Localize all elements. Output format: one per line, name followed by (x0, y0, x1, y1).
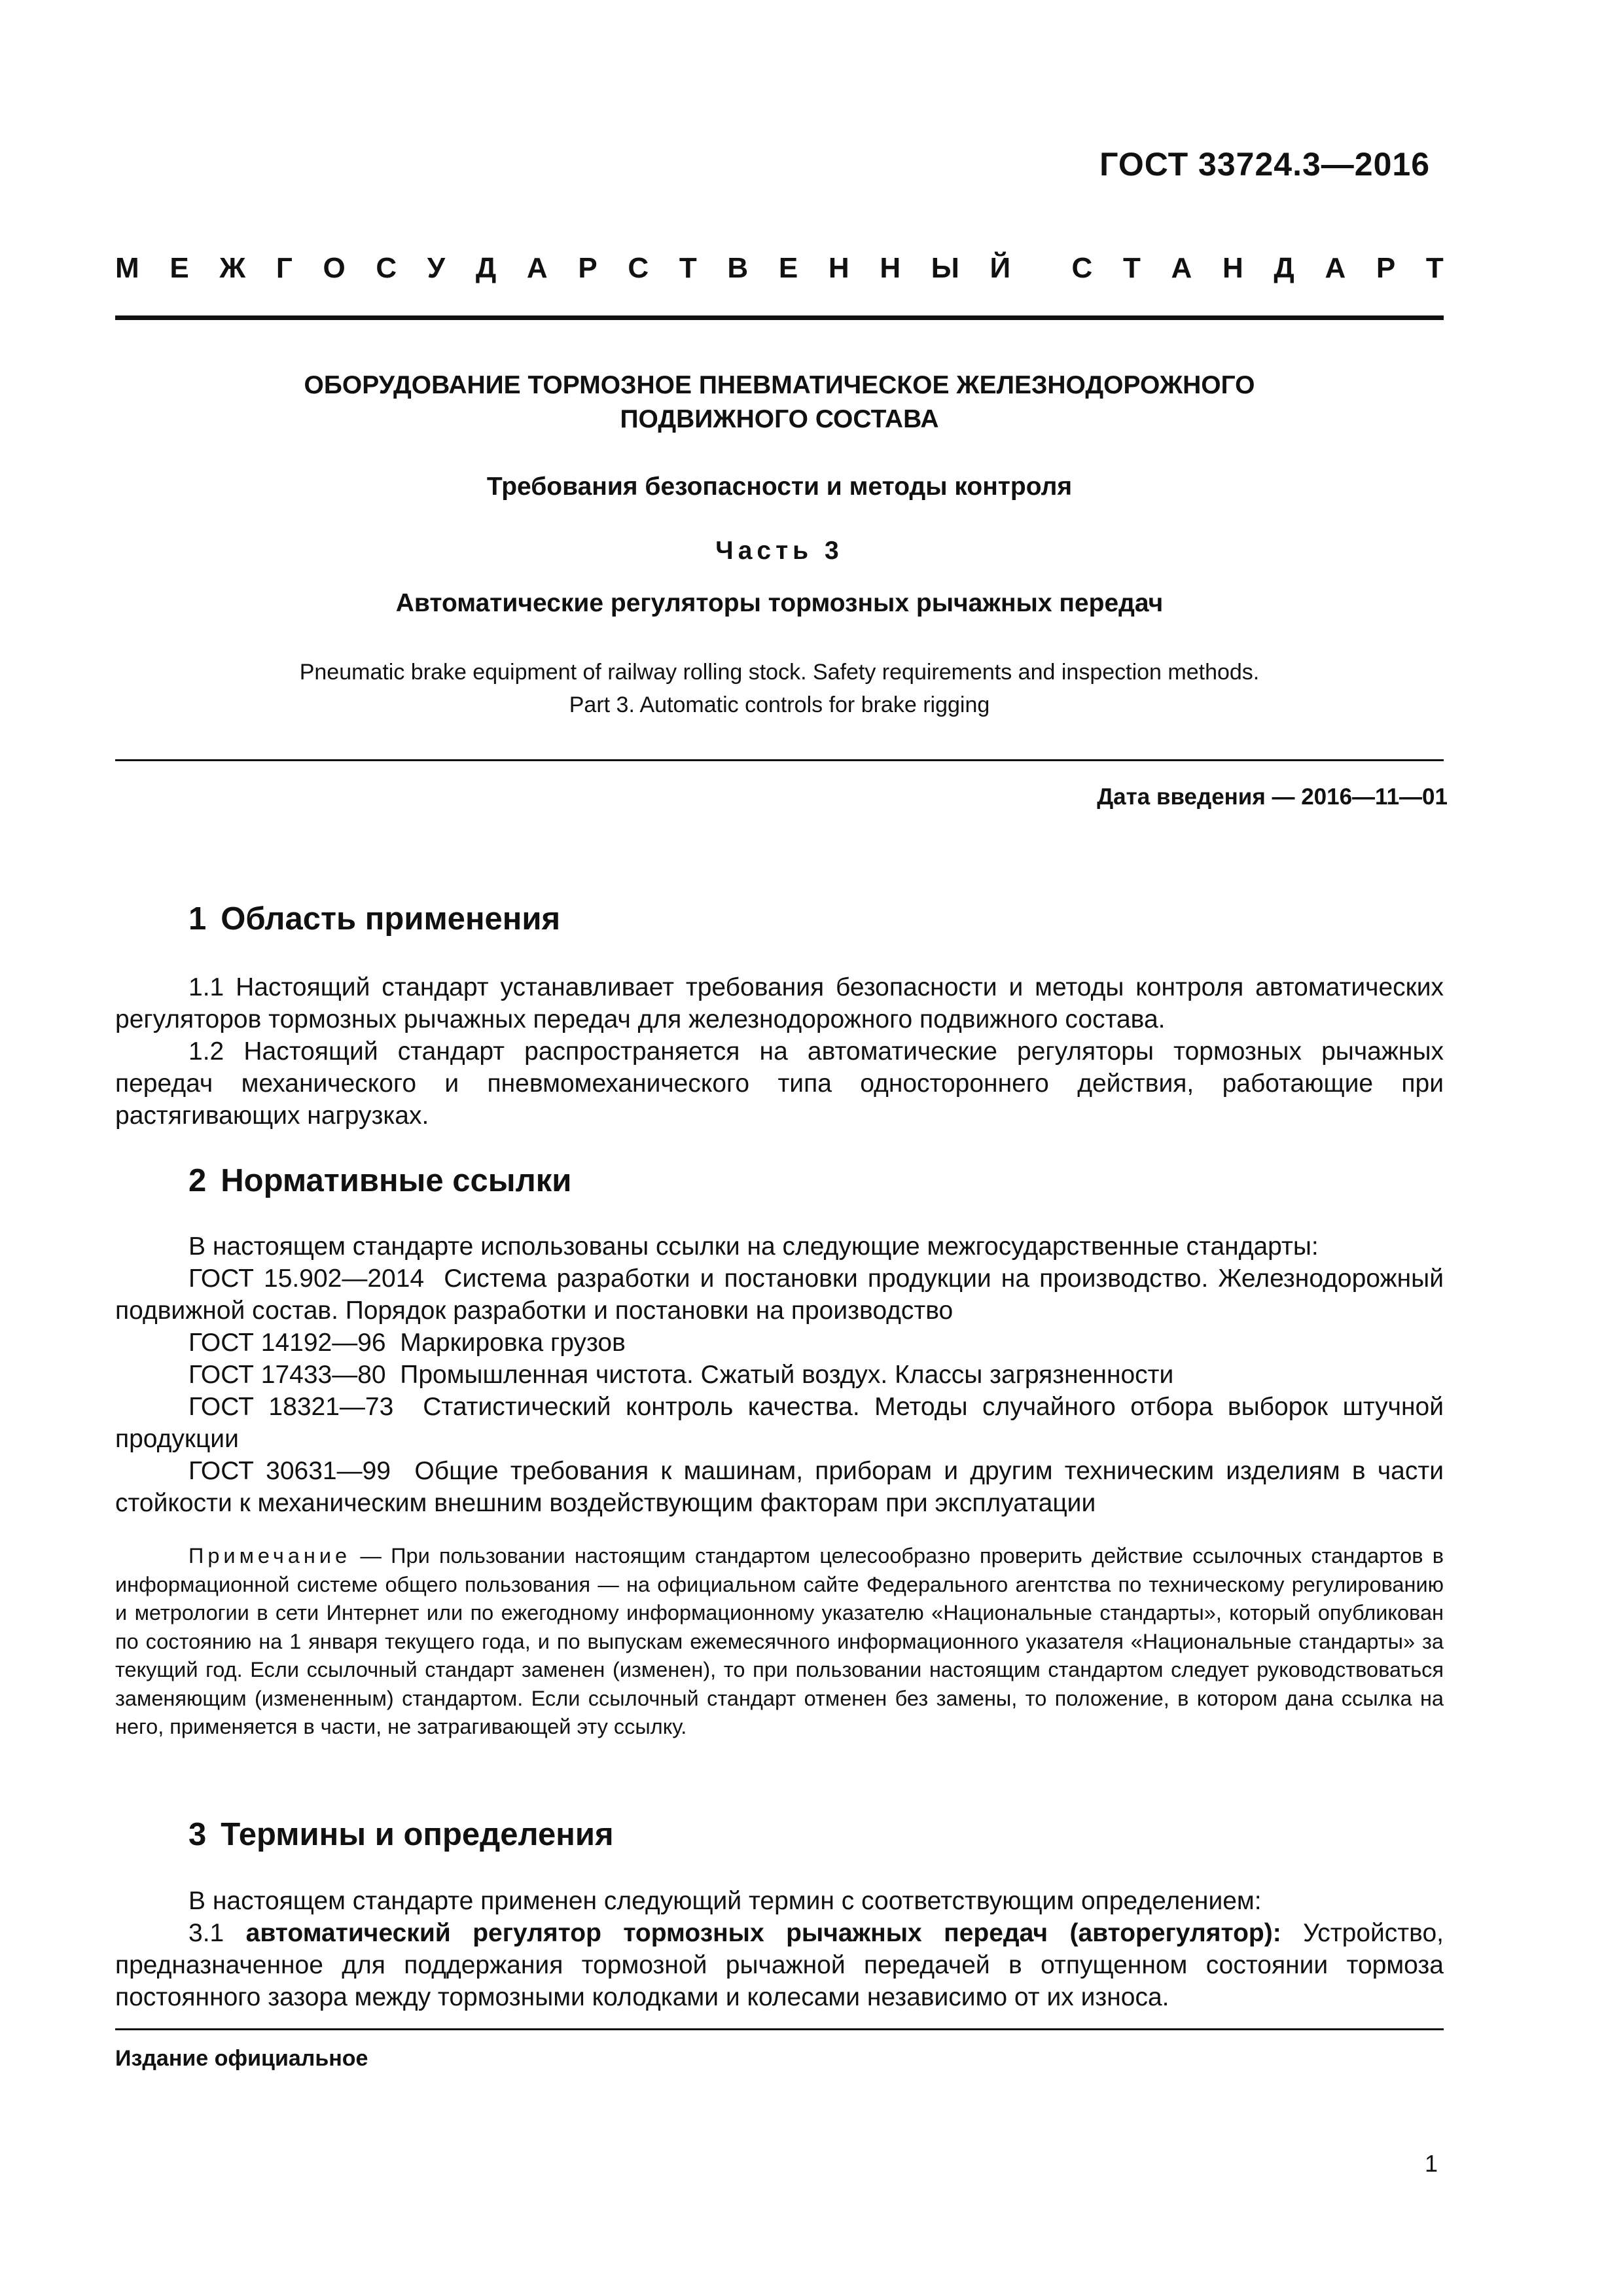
section-3-body (115, 1885, 1444, 2013)
banner-letter: Н (1222, 252, 1243, 284)
section-2-heading (188, 1162, 571, 1199)
term: автоматический регулятор тормозных рычажных передач (авторегулятор): (245, 1919, 1281, 1947)
banner-letter: Д (1274, 252, 1294, 284)
paragraph: В настоящем стандарте применен следующий термин с соответствующим определением: (188, 1887, 1262, 1915)
reference-item (115, 1455, 1444, 1519)
banner-letter: Т (1425, 252, 1444, 284)
part-title: Автоматические регуляторы тормозных рычажных передач (395, 589, 1164, 617)
banner-letter: Т (679, 252, 697, 284)
reference-item (115, 1263, 1444, 1327)
paragraph: 1.1 Настоящий стандарт устанавливает требования безопасности и методы контроля автоматических регуляторов тормозных рычажных передач для железнодорожного подвижного состава. (115, 973, 1444, 1033)
paragraph: 1.2 Настоящий стандарт распространяется на автоматические регуляторы тормозных рычажных передач механического и пневмомеханического типа одностороннего действия, работающие при растягивающих нагрузках. (115, 1037, 1444, 1130)
banner-letter: О (323, 252, 346, 284)
banner-letter: С (376, 252, 397, 284)
banner-letter: Р (578, 252, 597, 284)
document-title (115, 368, 1444, 437)
reference-code: ГОСТ 15.902—2014 (188, 1265, 425, 1293)
note-text: — При пользовании настоящим стандартом целесообразно проверить действие ссылочных стандартов в информационной системе общего пользования — на официальном сайте Федерального агентства по техническому регулированию и метрологии в сети Интернет или по ежегодному информационному указателю «Национальные стандарты», который опубликован по состоянию на 1 января текущего года, и по выпускам ежемесячного информационного указателя «Национальные стандарты» за текущий год. Если ссылочный стандарт заменен (изменен), то при пользовании настоящим стандартом следует руководствоваться заменяющим (измененным) стандартом. Если ссылочный стандарт отменен без замены, то положение, в котором дана ссылка на него, применяется в части, не затрагивающей эту ссылку. (115, 1544, 1444, 1738)
banner-letter: А (1171, 252, 1192, 284)
reference-item (115, 1359, 1444, 1391)
english-title-line-2: Part 3. Automatic controls for brake rigging (569, 692, 990, 717)
banner-letter: Е (169, 252, 189, 284)
footer-rule (115, 2028, 1444, 2030)
term-number: 3.1 (188, 1919, 224, 1947)
document-subtitle: Требования безопасности и методы контроля (486, 473, 1073, 501)
english-title (115, 656, 1444, 721)
banner-letter: М (115, 252, 139, 284)
page-number: 1 (1424, 2150, 1438, 2177)
reference-text: Система разработки и постановки продукции на производство. Железнодорожный подвижной состав. Порядок разработки и постановки на производство (115, 1265, 1444, 1325)
section-title: Область применения (221, 901, 561, 937)
banner-letter: С (628, 252, 649, 284)
note-label: Примечание (188, 1544, 351, 1568)
section-number: 2 (188, 1163, 207, 1198)
definition: Устройство, предназначенное для поддержания тормозной рычажной передачей в отпущенном состоянии тормоза постоянного зазора между тормозными колодками и колесами независимо от их износа. (115, 1919, 1444, 2011)
banner-letter: Г (276, 252, 293, 284)
reference-text: Статистический контроль качества. Методы случайного отбора выборок штучной продукции (115, 1393, 1444, 1453)
title-line-2: ПОДВИЖНОГО СОСТАВА (620, 405, 939, 433)
reference-code: ГОСТ 30631—99 (188, 1457, 391, 1485)
document-code: ГОСТ 33724.3—2016 (1099, 146, 1430, 183)
reference-code: ГОСТ 17433—80 (188, 1361, 386, 1389)
reference-item (115, 1327, 1444, 1359)
reference-code: ГОСТ 14192—96 (188, 1329, 386, 1357)
section-number: 1 (188, 901, 207, 937)
banner-letter: Р (1376, 252, 1396, 284)
reference-text: Общие требования к машинам, приборам и другим техническим изделиям в части стойкости к механическим внешним воздействующим факторам при эксплуатации (115, 1457, 1444, 1517)
section-number: 3 (188, 1817, 207, 1852)
banner-letter: В (727, 252, 749, 284)
part-label: Часть 3 (715, 537, 844, 565)
title-line-1: ОБОРУДОВАНИЕ ТОРМОЗНОЕ ПНЕВМАТИЧЕСКОЕ ЖЕЛЕЗНОДОРОЖНОГО (304, 371, 1255, 399)
banner-letter: А (526, 252, 548, 284)
banner-letter: Ж (219, 252, 246, 284)
reference-code: ГОСТ 18321—73 (188, 1393, 394, 1421)
banner-letter: Е (778, 252, 798, 284)
reference-item (115, 1391, 1444, 1455)
section-2-body (115, 1230, 1444, 1519)
term-definition (115, 1917, 1444, 2013)
section-1-heading (188, 901, 560, 937)
banner-letter: У (427, 252, 446, 284)
note-block (115, 1542, 1444, 1742)
standard-type-banner (115, 252, 1444, 285)
english-title-line-1: Pneumatic brake equipment of railway rolling stock. Safety requirements and inspection methods. (299, 660, 1260, 685)
section-title: Нормативные ссылки (221, 1163, 572, 1198)
edition-label: Издание официальное (115, 2046, 368, 2071)
note-paragraph (115, 1542, 1444, 1742)
introduction-date: Дата введения — 2016—11—01 (1097, 784, 1448, 810)
header-rule (115, 315, 1444, 320)
banner-letter: С (1071, 252, 1093, 284)
reference-text: Промышленная чистота. Сжатый воздух. Классы загрязненности (400, 1361, 1174, 1389)
reference-text: Маркировка грузов (400, 1329, 626, 1357)
section-title: Термины и определения (221, 1817, 614, 1852)
banner-letter: Ы (931, 252, 959, 284)
banner-letter: Н (828, 252, 849, 284)
banner-letter: Н (880, 252, 901, 284)
paragraph: В настоящем стандарте использованы ссылки на следующие межгосударственные стандарты: (188, 1232, 1319, 1261)
section-3-heading (188, 1816, 614, 1853)
banner-letter: Й (990, 252, 1011, 284)
section-1-body (115, 971, 1444, 1132)
banner-letter: Д (475, 252, 497, 284)
title-rule (115, 759, 1444, 761)
banner-letter: А (1325, 252, 1346, 284)
banner-letter: Т (1122, 252, 1141, 284)
